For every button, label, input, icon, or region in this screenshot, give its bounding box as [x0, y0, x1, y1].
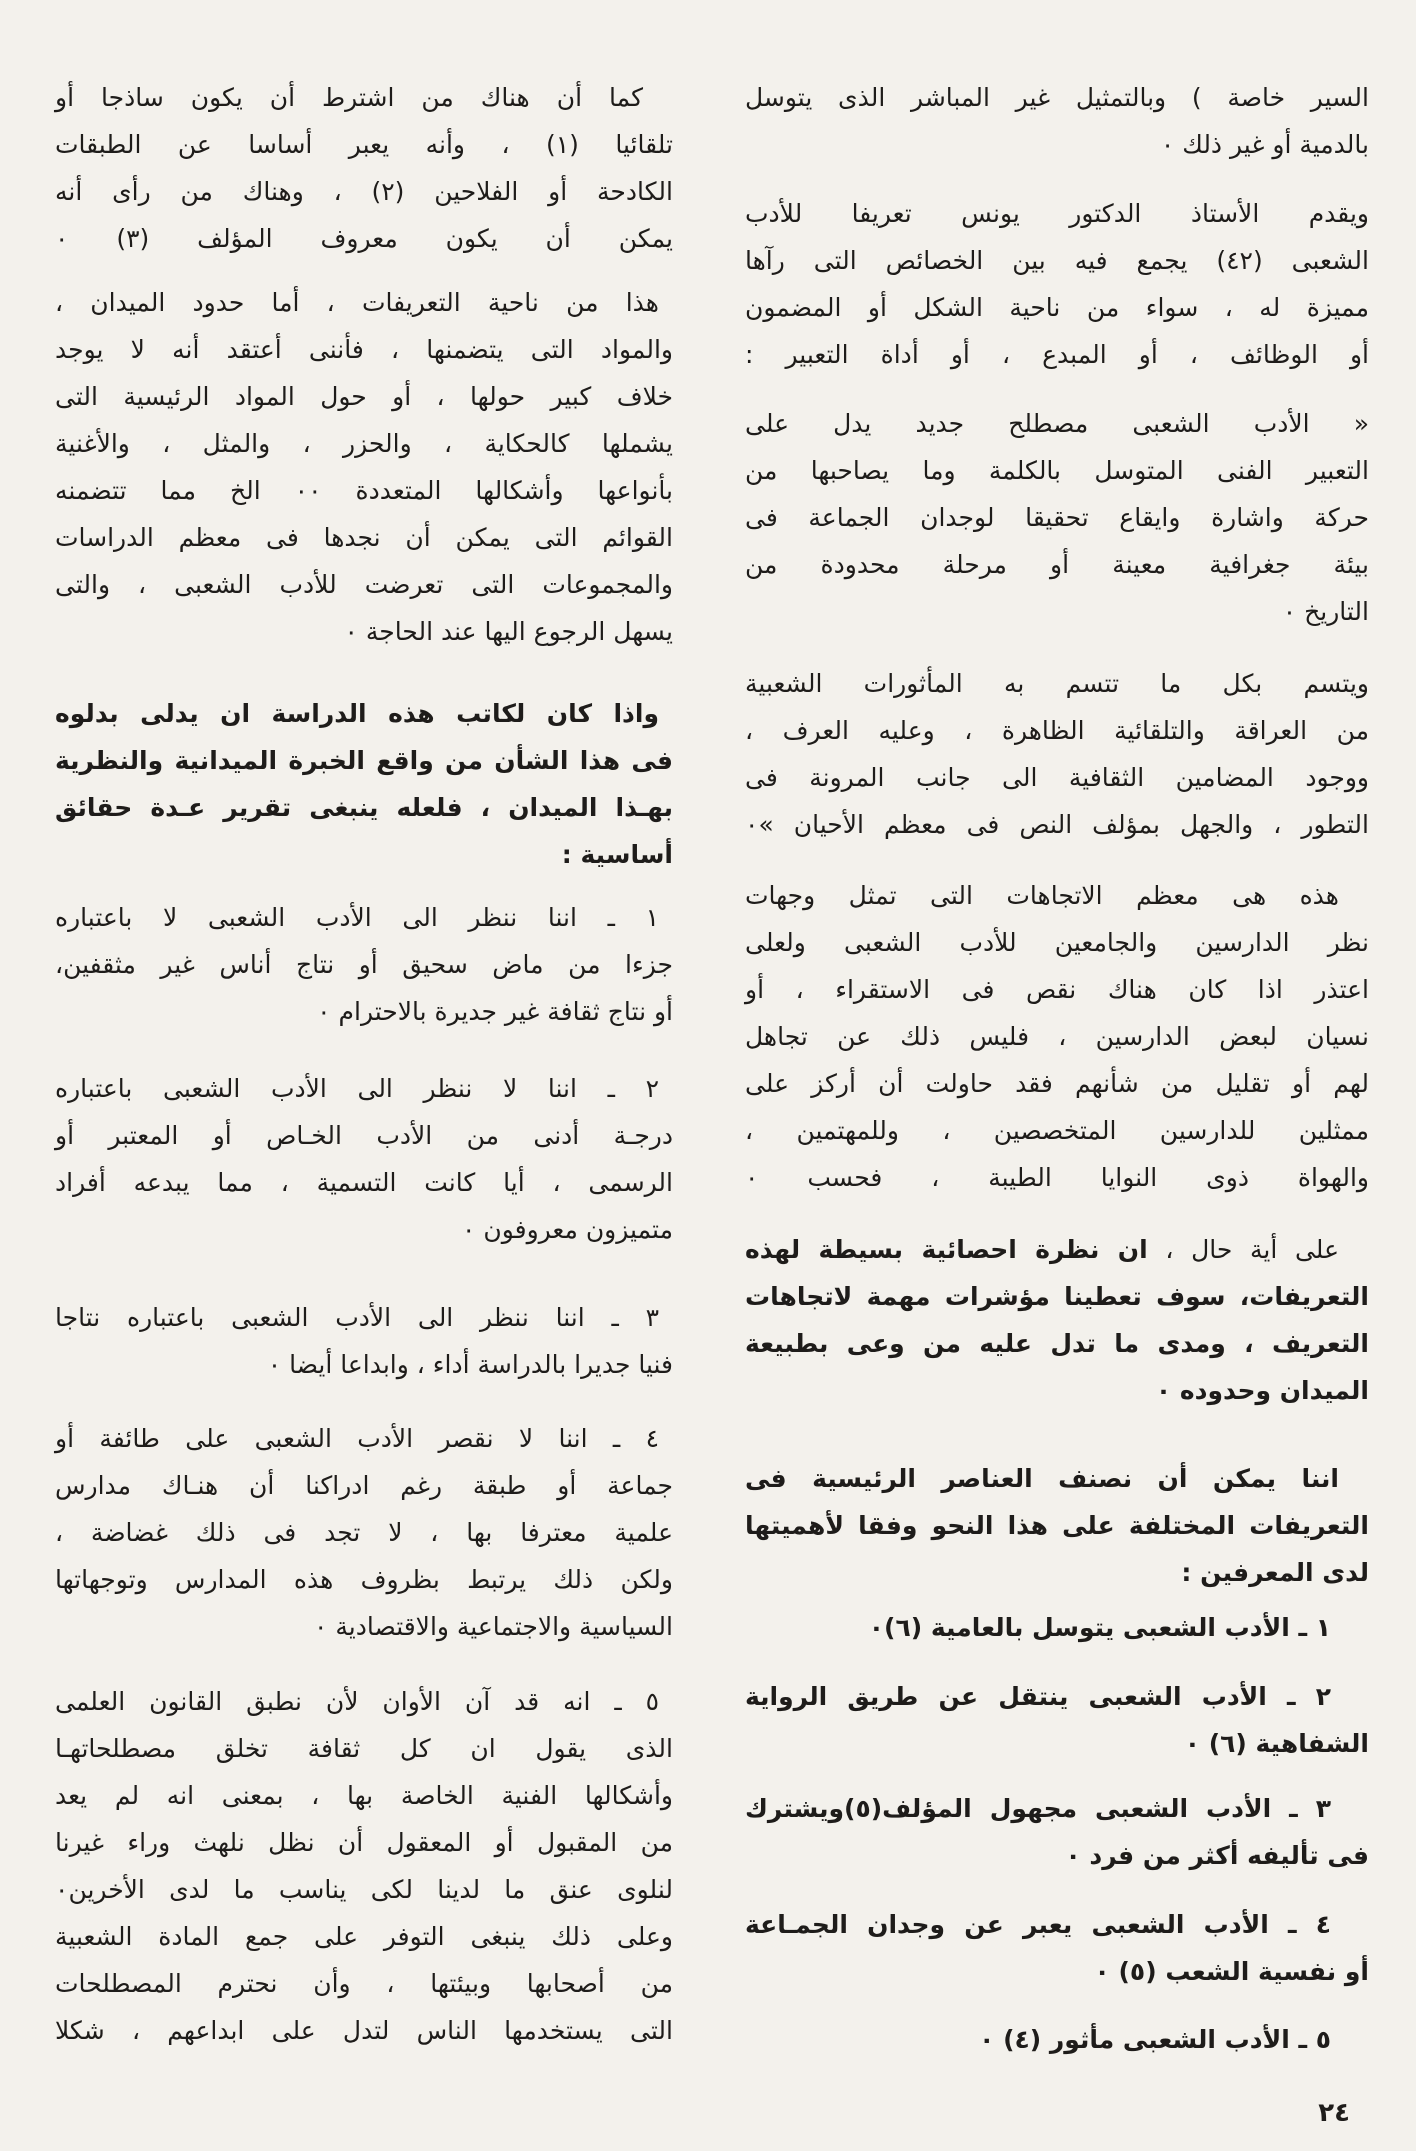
quotation [745, 660, 1369, 848]
text-line: كما أن هناك من اشترط أن يكون ساذجا أو [55, 83, 643, 112]
text-line: ١ ـ الأدب الشعبى يتوسل بالعامية (٦)٠ [868, 1613, 1331, 1642]
text-line: التعريفات المختلفة على هذا النحو وفقا لأهميتها [745, 1511, 1369, 1540]
text-line: من أصحابها وبيئتها ، وأن نحترم المصطلحات [55, 1969, 673, 1998]
text-line: الشعبى (٤٢) يجمع فيه بين الخصائص التى رآها [745, 246, 1369, 275]
left-column [55, 0, 673, 2151]
list-item [745, 1673, 1369, 1767]
list-item [55, 1294, 673, 1388]
text-line: الرسمى ، أيا كانت التسمية ، مما يبدعه أفراد [55, 1168, 673, 1197]
paragraph [745, 1455, 1369, 1596]
text-line: ٤ ـ اننا لا نقصر الأدب الشعبى على طائفة أو [55, 1424, 659, 1453]
text-line: ٥ ـ الأدب الشعبى مأثور (٤) ٠ [979, 2025, 1331, 2054]
text-line: علمية معترفا بها ، لا تجد فى ذلك غضاضة ، [55, 1518, 673, 1547]
text-line: هذا من ناحية التعريفات ، أما حدود الميدان ، [55, 288, 659, 317]
paragraph [745, 190, 1369, 378]
text-line: بالدمية أو غير ذلك ٠ [1160, 130, 1369, 159]
text-line: والهواة ذوى النوايا الطيبة ، فحسب ٠ [745, 1163, 1369, 1192]
text-line [745, 1226, 1369, 1273]
text-line: ووجود المضامين الثقافية الى جانب المرونة فى [745, 763, 1369, 792]
text-line: فنيا جديرا بالدراسة أداء ، وابداعا أيضا ٠ [267, 1350, 673, 1379]
text-line: ولكن ذلك يرتبط بظروف هذه المدارس وتوجهاتها [55, 1565, 673, 1594]
text-line: بهـذا الميدان ، فلعله ينبغى تقرير عـدة حقائق [55, 793, 673, 822]
text-line: وأشكالها الفنية الخاصة بها ، بمعنى انه لم يعد [55, 1781, 673, 1810]
page-number: ٢٤ [1318, 2098, 1350, 2128]
text-line: يشملها كالحكاية ، والحزر ، والمثل ، والأغنية [55, 429, 673, 458]
text-line: حركة واشارة وايقاع تحقيقا لوجدان الجماعة فى [745, 503, 1369, 532]
text-bold: ان نظرة احصائية بسيطة لهذه [745, 1235, 1148, 1264]
text-line: التعريف ، ومدى ما تدل عليه من وعى بطبيعة [745, 1329, 1369, 1358]
text-line: تلقائيا (١) ، وأنه يعبر أساسا عن الطبقات [55, 130, 673, 159]
text-line: وعلى ذلك ينبغى التوفر على جمع المادة الشعبية [55, 1922, 673, 1951]
text-line: بيئة جغرافية معينة أو مرحلة محدودة من [745, 550, 1369, 579]
text-line: ٣ ـ الأدب الشعبى مجهول المؤلف(٥)ويشترك [745, 1794, 1331, 1823]
list-item [745, 1901, 1369, 1995]
text-line: جماعة أو طبقة رغم ادراكنا أن هنـاك مدارس [55, 1471, 673, 1500]
text-line: الشفاهية (٦) ٠ [1184, 1729, 1369, 1758]
text-line: يمكن أن يكون معروف المؤلف (٣) ٠ [55, 224, 673, 253]
text-line: التعبير الفنى المتوسل بالكلمة وما يصاحبها من [745, 456, 1369, 485]
paragraph [55, 690, 673, 878]
text-line: يسهل الرجوع اليها عند الحاجة ٠ [344, 617, 673, 646]
list-item [55, 894, 673, 1035]
text-line: اعتذر اذا كان هناك نقص فى الاستقراء ، أو [745, 975, 1369, 1004]
text-line: « الأدب الشعبى مصطلح جديد يدل على [745, 409, 1369, 438]
list-item [55, 1065, 673, 1253]
text-line: التعريفات، سوف تعطينا مؤشرات مهمة لاتجاهات [745, 1282, 1369, 1311]
paragraph [745, 1226, 1369, 1414]
text-line: الكادحة أو الفلاحين (٢) ، وهناك من رأى أنه [55, 177, 673, 206]
text-line: السير خاصة ) وبالتمثيل غير المباشر الذى يتوسل [745, 83, 1369, 112]
text-line: الميدان وحدوده ٠ [1155, 1376, 1369, 1405]
text-line: السياسية والاجتماعية والاقتصادية ٠ [314, 1612, 673, 1641]
text-line: لنلوى عنق ما لدينا لكى يناسب ما لدى الأخرين٠ [55, 1875, 673, 1904]
paragraph [55, 279, 673, 655]
text-line: واذا كان لكاتب هذه الدراسة ان يدلى بدلوه [55, 699, 659, 728]
text-line: ممثلين للدارسين المتخصصين ، وللمهتمين ، [745, 1116, 1369, 1145]
text-line: نظر الدارسين والجامعين للأدب الشعبى ولعلى [745, 928, 1369, 957]
text-line: ٤ ـ الأدب الشعبى يعبر عن وجدان الجمـاعة [745, 1910, 1331, 1939]
text-line: الذى يقول ان كل ثقافة تخلق مصطلحاتهـا [55, 1734, 673, 1763]
text-line: القوائم التى يمكن أن نجدها فى معظم الدراسات [55, 523, 673, 552]
text-line: جزءا من ماض سحيق أو نتاج أناس غير مثقفين، [55, 950, 673, 979]
list-item [745, 1785, 1369, 1879]
text-line: درجـة أدنى من الأدب الخـاص أو المعتبر أو [55, 1121, 673, 1150]
text-line: ٣ ـ اننا ننظر الى الأدب الشعبى باعتباره نتاجا [55, 1303, 659, 1332]
text-line: ٢ ـ الأدب الشعبى ينتقل عن طريق الرواية [745, 1682, 1331, 1711]
text-line: من العراقة والتلقائية الظاهرة ، وعليه العرف ، [745, 716, 1369, 745]
text-line: ٢ ـ اننا لا ننظر الى الأدب الشعبى باعتباره [55, 1074, 659, 1103]
list-item [55, 1678, 673, 2054]
right-column [745, 0, 1369, 2151]
text-line: مميزة له ، سواء من ناحية الشكل أو المضمون [745, 293, 1369, 322]
text-line: اننا يمكن أن نصنف العناصر الرئيسية فى [745, 1464, 1339, 1493]
text-line: التى يستخدمها الناس لتدل على ابداعهم ، شكلا [55, 2016, 673, 2045]
text-line: ويقدم الأستاذ الدكتور يونس تعريفا للأدب [745, 199, 1369, 228]
paragraph [745, 872, 1369, 1201]
text-line: أساسية : [561, 840, 673, 869]
text-line: والمجموعات التى تعرضت للأدب الشعبى ، والتى [55, 570, 673, 599]
text-line: لهم أو تقليل من شأنهم فقد حاولت أن أركز على [745, 1069, 1369, 1098]
text-line: أو نتاج ثقافة غير جديرة بالاحترام ٠ [317, 997, 673, 1026]
list-item [745, 1604, 1369, 1651]
paragraph [745, 74, 1369, 168]
quotation [745, 400, 1369, 635]
text-line: بأنواعها وأشكالها المتعددة ٠٠ الخ مما تتضمنه [55, 476, 673, 505]
text-line: والمواد التى يتضمنها ، فأننى أعتقد أنه لا يوجد [55, 335, 673, 364]
text-line: لدى المعرفين : [1181, 1558, 1369, 1587]
text-lead: على أية حال ، [1165, 1235, 1339, 1264]
list-item [745, 2016, 1369, 2063]
text-line: خلاف كبير حولها ، أو حول المواد الرئيسية التى [55, 382, 673, 411]
list-item [55, 1415, 673, 1650]
text-line: متميزون معروفون ٠ [461, 1215, 673, 1244]
text-line: هذه هى معظم الاتجاهات التى تمثل وجهات [745, 881, 1339, 910]
text-line: التطور ، والجهل بمؤلف النص فى معظم الأحيان »٠ [745, 810, 1369, 839]
text-line: نسيان لبعض الدارسين ، فليس ذلك عن تجاهل [745, 1022, 1369, 1051]
text-line: ٥ ـ انه قد آن الأوان لأن نطبق القانون العلمى [55, 1687, 659, 1716]
text-line: ويتسم بكل ما تتسم به المأثورات الشعبية [745, 669, 1369, 698]
text-line: فى تأليفه أكثر من فرد ٠ [1065, 1841, 1369, 1870]
text-line: ١ ـ اننا ننظر الى الأدب الشعبى لا باعتباره [55, 903, 659, 932]
text-line: من المقبول أو المعقول أن نظل نلهث وراء غيرنا [55, 1828, 673, 1857]
text-line: التاريخ ٠ [1282, 597, 1369, 626]
text-line: أو الوظائف ، أو المبدع ، أو أداة التعبير : [745, 340, 1369, 369]
text-line: فى هذا الشأن من واقع الخبرة الميدانية والنظرية [55, 746, 673, 775]
text-line: أو نفسية الشعب (٥) ٠ [1094, 1957, 1369, 1986]
paragraph [55, 74, 673, 262]
